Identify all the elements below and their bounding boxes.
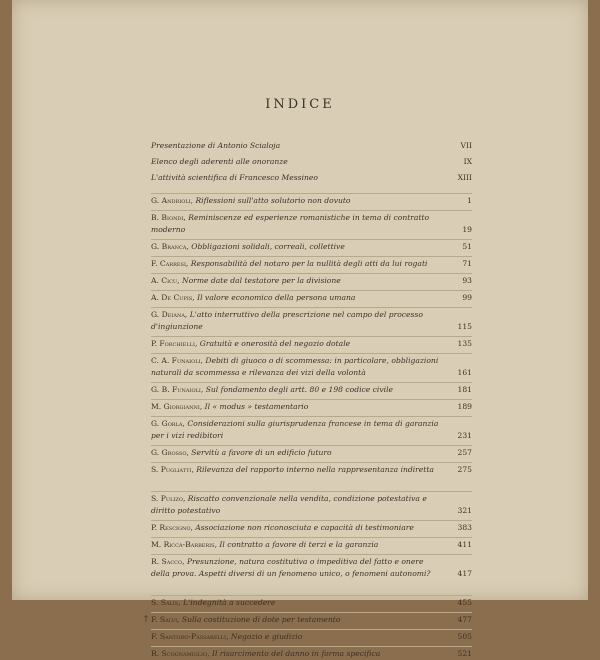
- page-number: 275: [457, 465, 472, 474]
- index-entry: [151, 556, 472, 580]
- entry-author: G. Grosso,: [151, 448, 192, 457]
- entry-divider: [151, 273, 472, 274]
- page-number: 93: [462, 276, 472, 285]
- front-matter-item: [151, 156, 472, 168]
- index-entry: [151, 597, 472, 609]
- front-matter-text: Presentazione di Antonio Scialoja: [151, 141, 281, 150]
- entry-title: Il contratto a favore di terzi e la garanzia: [219, 540, 379, 549]
- dagger-mark: †: [144, 614, 148, 623]
- page-number: 417: [457, 569, 472, 578]
- front-matter-text: L'attività scientifica di Francesco Messineo: [151, 173, 318, 182]
- page-number: XIII: [457, 173, 472, 182]
- index-entry: [151, 493, 472, 517]
- page-number: 181: [457, 385, 472, 394]
- entry-divider: [151, 416, 472, 417]
- entry-title: Il valore economico della persona umana: [197, 293, 356, 302]
- entry-author: M. Riccà-Barberis,: [151, 540, 220, 549]
- entry-author: A. De Cupis,: [151, 293, 198, 302]
- entry-title: Gratuità e onerosità del negozio dotale: [199, 339, 351, 348]
- index-entry: [151, 212, 472, 236]
- entry-author: R. Scognamiglio,: [151, 649, 212, 658]
- entry-divider: [151, 520, 472, 521]
- entry-title: Presunzione, natura costitutiva o impeditiva del fatto e onere della prova. Aspetti diversi di un fenomeno unico, o fenomeni autonomi?: [151, 557, 431, 578]
- entry-author: A. Cicu,: [151, 276, 182, 285]
- entry-author: G. Andrioli,: [151, 196, 196, 205]
- entry-divider: [151, 307, 472, 308]
- entry-divider: [151, 595, 472, 596]
- page-number: 161: [457, 368, 472, 377]
- book-page: [12, 0, 588, 658]
- entry-divider: [151, 612, 472, 613]
- index-entry: [151, 418, 472, 442]
- index-entry: [151, 309, 472, 333]
- index-entry: [151, 258, 472, 270]
- page-number: VII: [460, 141, 472, 150]
- entry-author: S. Pulizo,: [151, 494, 188, 503]
- entry-title: Sulla costituzione di dote per testamento: [181, 615, 341, 624]
- entry-author: P. Rescigno,: [151, 523, 196, 532]
- index-entry: [151, 384, 472, 396]
- entry-author: C. A. Funaioli,: [151, 356, 206, 365]
- index-entry: [151, 401, 472, 413]
- index-entry: [151, 464, 472, 476]
- page-number: 189: [457, 402, 472, 411]
- index-entry: [151, 447, 472, 459]
- entry-title: Norme date dal testatore per la divisione: [181, 276, 341, 285]
- index-entry: [151, 241, 472, 253]
- entry-title: Riflessioni sull'atto solutorio non dovuto: [195, 196, 351, 205]
- entry-title: Associazione non riconosciuta e capacità di testimoniare: [195, 523, 414, 532]
- entry-divider: [151, 382, 472, 383]
- page-number: 115: [457, 322, 472, 331]
- entry-title: Sul fondamento degli artt. 80 e 198 codice civile: [205, 385, 393, 394]
- page-number: 505: [457, 632, 472, 641]
- entry-author: G. Deiana,: [151, 310, 190, 319]
- index-entry: [151, 338, 472, 350]
- entry-divider: [151, 210, 472, 211]
- page-number: 477: [457, 615, 472, 624]
- front-matter-text: Elenco degli aderenti alle onoranze: [151, 157, 288, 166]
- entry-author: G. B. Funaioli,: [151, 385, 206, 394]
- entry-divider: [151, 336, 472, 337]
- entry-title: Reminiscenze ed esperienze romanistiche in tema di contratto moderno: [151, 213, 430, 234]
- page-number: 521: [457, 649, 472, 658]
- page-number: 231: [457, 431, 472, 440]
- entry-divider: [151, 554, 472, 555]
- entry-divider: [151, 399, 472, 400]
- entry-author: G. Branca,: [151, 242, 192, 251]
- page-number: 51: [462, 242, 472, 251]
- entry-author: F. Salvi,: [151, 615, 182, 624]
- page-number: 257: [457, 448, 472, 457]
- entry-title: Rilevanza del rapporto interno nella rappresentanza indiretta: [196, 465, 434, 474]
- entry-author: S. Pugliatti,: [151, 465, 197, 474]
- entry-author: B. Biondi,: [151, 213, 189, 222]
- index-entry: [151, 522, 472, 534]
- entry-title: Servitù a favore di un edificio futuro: [191, 448, 332, 457]
- page-number: 99: [462, 293, 472, 302]
- entry-author: G. Gorla,: [151, 419, 188, 428]
- page-number: 455: [457, 598, 472, 607]
- entry-title: Riscatto convenzionale nella vendita, condizione potestativa e diritto potestativo: [151, 494, 427, 515]
- page-number: 71: [462, 259, 472, 268]
- entry-divider: [151, 646, 472, 647]
- page-title: INDICE: [265, 97, 335, 112]
- index-entry: [151, 631, 472, 643]
- page-number: 411: [457, 540, 472, 549]
- index-entry: [151, 292, 472, 304]
- front-matter-item: [151, 140, 472, 152]
- entry-divider: [151, 537, 472, 538]
- entry-divider: [151, 256, 472, 257]
- page-number: 135: [457, 339, 472, 348]
- index-entry: [151, 275, 472, 287]
- page-number: 321: [457, 506, 472, 515]
- page-number: 1: [467, 196, 472, 205]
- entry-divider: [151, 491, 472, 492]
- page-number: IX: [463, 157, 472, 166]
- page-number: 383: [457, 523, 472, 532]
- entry-author: M. Giorgianni,: [151, 402, 205, 411]
- front-matter-item: [151, 172, 472, 184]
- entry-author: F. Santoro-Passarelli,: [151, 632, 231, 641]
- entry-title: Responsabilità del notaro per la nullità degli atti da lui rogati: [190, 259, 428, 268]
- entry-divider: [151, 290, 472, 291]
- entry-divider: [151, 193, 472, 194]
- index-entry: [151, 648, 472, 660]
- entry-author: S. Salis,: [151, 598, 184, 607]
- entry-title: Debiti di giuoco o di scommessa: in particolare, obbligazioni naturali da scommessa e rilevanza dei vizi della volontà: [151, 356, 439, 377]
- index-entry: [151, 195, 472, 207]
- entry-title: Il « modus » testamentario: [204, 402, 309, 411]
- entry-title: Il risarcimento del danno in forma specifica: [211, 649, 381, 658]
- entry-title: Negozio e giudizio: [230, 632, 303, 641]
- entry-title: Obbligazioni solidali, correali, collettive: [191, 242, 345, 251]
- entry-author: R. Sacco,: [151, 557, 187, 566]
- entry-divider: [151, 462, 472, 463]
- index-entry: [151, 539, 472, 551]
- entry-divider: [151, 239, 472, 240]
- index-entry: [151, 614, 472, 626]
- entry-title: L'indegnità a succedere: [183, 598, 276, 607]
- entry-author: P. Forchielli,: [151, 339, 200, 348]
- entry-divider: [151, 445, 472, 446]
- page-number: 19: [462, 225, 472, 234]
- index-entry: [151, 355, 472, 379]
- entry-title: L'atto interruttivo della prescrizione nel campo del processo d'ingiunzione: [151, 310, 423, 331]
- entry-divider: [151, 353, 472, 354]
- entry-divider: [151, 629, 472, 630]
- entry-title: Considerazioni sulla giurisprudenza francese in tema di garanzia per i vizi redibitori: [151, 419, 439, 440]
- entry-author: F. Carresi,: [151, 259, 191, 268]
